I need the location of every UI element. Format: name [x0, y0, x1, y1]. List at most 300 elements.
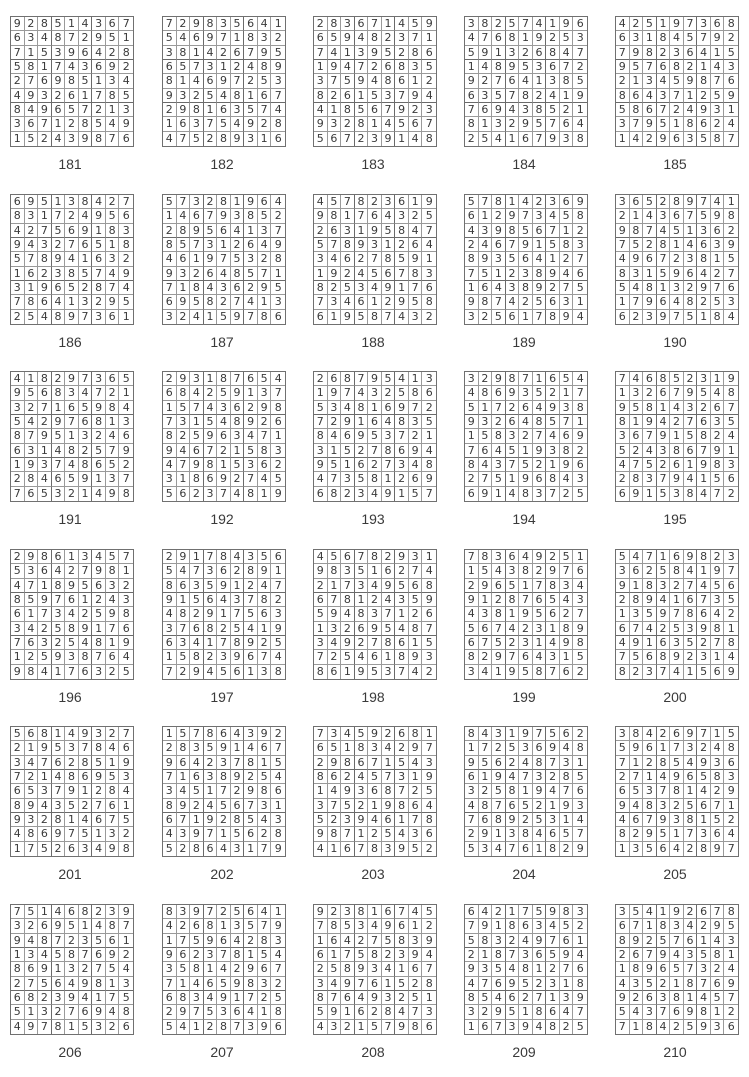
grid-digit: 1 [422, 550, 436, 564]
grid-digit: 2 [465, 472, 479, 486]
grid-digit: 3 [479, 224, 493, 238]
puzzle-number: 210 [663, 1044, 687, 1060]
grid-digit: 7 [341, 948, 355, 962]
grid-digit: 8 [271, 401, 285, 415]
grid-digit: 1 [355, 827, 369, 841]
grid-digit: 9 [258, 281, 272, 295]
grid-digit: 1 [409, 636, 423, 650]
grid-digit: 6 [465, 487, 479, 501]
grid-digit: 9 [190, 905, 204, 919]
grid-digit: 5 [217, 977, 231, 991]
grid-digit: 8 [244, 564, 258, 578]
grid-digit: 3 [560, 756, 574, 770]
grid-digit: 5 [465, 934, 479, 948]
grid-digit: 4 [519, 415, 533, 429]
grid-digit: 8 [119, 607, 133, 621]
grid-digit: 6 [422, 281, 436, 295]
grid-digit: 8 [724, 741, 738, 755]
grid-digit: 9 [106, 487, 120, 501]
grid-digit: 7 [724, 401, 738, 415]
grid-digit: 1 [355, 224, 369, 238]
grid-digit: 6 [533, 472, 547, 486]
grid-digit: 3 [119, 415, 133, 429]
grid-digit: 4 [52, 444, 66, 458]
grid-digit: 1 [217, 827, 231, 841]
grid-digit: 3 [697, 224, 711, 238]
grid-digit: 3 [697, 372, 711, 386]
grid-digit: 2 [382, 948, 396, 962]
grid-digit: 7 [506, 842, 520, 856]
grid-digit: 7 [368, 252, 382, 266]
grid-digit: 1 [52, 401, 66, 415]
grid-digit: 2 [355, 934, 369, 948]
grid-digit: 6 [616, 919, 630, 933]
grid-digit: 8 [258, 784, 272, 798]
grid-digit: 3 [560, 132, 574, 146]
grid-digit: 4 [217, 89, 231, 103]
grid-digit: 1 [231, 444, 245, 458]
grid-digit: 8 [560, 622, 574, 636]
grid-digit: 1 [355, 593, 369, 607]
grid-digit: 4 [711, 741, 725, 755]
grid-digit: 9 [163, 444, 177, 458]
grid-digit: 3 [368, 607, 382, 621]
grid-digit: 5 [492, 89, 506, 103]
grid-digit: 7 [177, 195, 191, 209]
grid-digit: 5 [314, 401, 328, 415]
grid-digit: 8 [465, 650, 479, 664]
grid-digit: 2 [217, 905, 231, 919]
grid-digit: 8 [492, 607, 506, 621]
grid-digit: 8 [643, 401, 657, 415]
grid-digit: 6 [328, 770, 342, 784]
grid-digit: 5 [106, 550, 120, 564]
grid-digit: 8 [92, 636, 106, 650]
grid-digit: 2 [190, 948, 204, 962]
grid-digit: 5 [657, 827, 671, 841]
grid-digit: 7 [492, 799, 506, 813]
grid-digit: 2 [546, 962, 560, 976]
grid-digit: 1 [38, 905, 52, 919]
grid-digit: 9 [670, 905, 684, 919]
grid-digit: 1 [684, 224, 698, 238]
grid-digit: 6 [573, 267, 587, 281]
grid-digit: 6 [177, 117, 191, 131]
grid-digit: 2 [11, 977, 25, 991]
grid-digit: 9 [479, 252, 493, 266]
grid-digit: 7 [314, 650, 328, 664]
grid-digit: 5 [560, 372, 574, 386]
grid-digit: 6 [217, 934, 231, 948]
grid-digit: 8 [244, 487, 258, 501]
grid-digit: 2 [92, 784, 106, 798]
grid-digit: 3 [492, 550, 506, 564]
grid-digit: 3 [106, 579, 120, 593]
grid-digit: 6 [79, 415, 93, 429]
grid-digit: 6 [492, 756, 506, 770]
grid-digit: 2 [670, 1020, 684, 1034]
grid-digit: 3 [314, 252, 328, 266]
grid-digit: 6 [546, 295, 560, 309]
grid-digit: 1 [519, 579, 533, 593]
grid-digit: 2 [271, 31, 285, 45]
grid-digit: 4 [506, 622, 520, 636]
grid-digit: 3 [533, 770, 547, 784]
grid-digit: 5 [271, 636, 285, 650]
grid-digit: 9 [697, 756, 711, 770]
grid-digit: 7 [573, 46, 587, 60]
grid-digit: 2 [560, 842, 574, 856]
grid-digit: 1 [395, 281, 409, 295]
grid-digit: 6 [38, 74, 52, 88]
grid-digit: 9 [190, 17, 204, 31]
grid-digit: 5 [616, 550, 630, 564]
grid-digit: 7 [616, 1020, 630, 1034]
grid-digit: 5 [382, 934, 396, 948]
grid-digit: 7 [409, 401, 423, 415]
grid-digit: 7 [314, 415, 328, 429]
grid-digit: 8 [630, 472, 644, 486]
grid-digit: 2 [657, 195, 671, 209]
grid-digit: 6 [409, 117, 423, 131]
grid-digit: 1 [519, 444, 533, 458]
grid-digit: 6 [25, 636, 39, 650]
grid-digit: 4 [519, 74, 533, 88]
grid-digit: 3 [25, 948, 39, 962]
grid-digit: 3 [465, 784, 479, 798]
grid-digit: 6 [65, 401, 79, 415]
grid-digit: 9 [711, 444, 725, 458]
grid-digit: 9 [630, 741, 644, 755]
grid-digit: 6 [368, 415, 382, 429]
grid-digit: 5 [38, 842, 52, 856]
grid-digit: 3 [65, 962, 79, 976]
grid-digit: 9 [65, 579, 79, 593]
grid-digit: 8 [11, 103, 25, 117]
grid-digit: 4 [422, 89, 436, 103]
grid-digit: 6 [163, 636, 177, 650]
grid-digit: 2 [724, 31, 738, 45]
grid-digit: 4 [25, 415, 39, 429]
grid-digit: 1 [382, 977, 396, 991]
grid-digit: 5 [231, 827, 245, 841]
grid-digit: 7 [177, 934, 191, 948]
puzzle-number: 190 [663, 334, 687, 350]
grid-digit: 5 [328, 962, 342, 976]
grid-digit: 1 [697, 564, 711, 578]
grid-digit: 3 [684, 741, 698, 755]
grid-digit: 2 [231, 238, 245, 252]
grid-digit: 7 [465, 103, 479, 117]
grid-digit: 6 [190, 31, 204, 45]
grid-digit: 9 [616, 224, 630, 238]
grid-digit: 9 [119, 756, 133, 770]
grid-digit: 9 [11, 238, 25, 252]
grid-digit: 5 [643, 458, 657, 472]
grid-digit: 3 [271, 295, 285, 309]
grid-digit: 9 [711, 842, 725, 856]
grid-digit: 5 [479, 267, 493, 281]
grid-digit: 6 [190, 622, 204, 636]
grid-digit: 4 [190, 386, 204, 400]
grid-digit: 6 [314, 948, 328, 962]
grid-digit: 3 [643, 310, 657, 324]
grid-digit: 1 [697, 813, 711, 827]
grid-digit: 5 [382, 46, 396, 60]
grid-digit: 6 [492, 579, 506, 593]
grid-digit: 6 [657, 295, 671, 309]
grid-digit: 8 [258, 60, 272, 74]
grid-digit: 2 [314, 372, 328, 386]
grid-digit: 6 [560, 665, 574, 679]
grid-digit: 1 [163, 650, 177, 664]
grid-digit: 4 [492, 564, 506, 578]
grid-digit: 6 [616, 622, 630, 636]
sudoku-grid [615, 549, 739, 680]
grid-digit: 3 [697, 650, 711, 664]
grid-digit: 5 [177, 650, 191, 664]
grid-digit: 3 [643, 74, 657, 88]
grid-digit: 2 [630, 665, 644, 679]
grid-digit: 6 [355, 1005, 369, 1019]
sudoku-grid [464, 371, 588, 502]
grid-digit: 6 [25, 962, 39, 976]
grid-digit: 5 [560, 919, 574, 933]
grid-digit: 2 [409, 103, 423, 117]
grid-digit: 1 [204, 372, 218, 386]
grid-digit: 5 [409, 295, 423, 309]
grid-digit: 1 [258, 295, 272, 309]
grid-digit: 2 [533, 89, 547, 103]
grid-digit: 1 [724, 103, 738, 117]
grid-digit: 7 [217, 784, 231, 798]
grid-digit: 1 [492, 267, 506, 281]
grid-digit: 1 [546, 622, 560, 636]
grid-digit: 7 [341, 386, 355, 400]
sudoku-grid [313, 904, 437, 1035]
grid-digit: 1 [328, 948, 342, 962]
grid-digit: 6 [190, 770, 204, 784]
grid-digit: 5 [368, 89, 382, 103]
grid-digit: 6 [328, 224, 342, 238]
grid-digit: 9 [546, 741, 560, 755]
grid-digit: 5 [643, 195, 657, 209]
grid-digit: 6 [163, 813, 177, 827]
grid-digit: 8 [177, 224, 191, 238]
grid-digit: 1 [684, 89, 698, 103]
grid-digit: 5 [52, 622, 66, 636]
grid-digit: 7 [643, 550, 657, 564]
grid-digit: 9 [217, 209, 231, 223]
grid-digit: 6 [25, 267, 39, 281]
grid-digit: 9 [546, 267, 560, 281]
grid-digit: 4 [560, 1005, 574, 1019]
grid-digit: 9 [204, 429, 218, 443]
grid-digit: 8 [711, 132, 725, 146]
grid-digit: 2 [546, 770, 560, 784]
grid-digit: 7 [395, 267, 409, 281]
grid-digit: 1 [533, 238, 547, 252]
grid-digit: 9 [65, 310, 79, 324]
grid-digit: 3 [119, 103, 133, 117]
grid-digit: 8 [328, 827, 342, 841]
grid-digit: 1 [11, 267, 25, 281]
grid-digit: 7 [106, 622, 120, 636]
grid-digit: 5 [314, 132, 328, 146]
sudoku-grid [10, 194, 134, 325]
grid-digit: 7 [244, 799, 258, 813]
grid-digit: 4 [38, 948, 52, 962]
grid-digit: 8 [724, 209, 738, 223]
grid-digit: 7 [573, 252, 587, 266]
grid-digit: 4 [38, 472, 52, 486]
grid-digit: 8 [657, 31, 671, 45]
grid-digit: 8 [79, 458, 93, 472]
grid-digit: 6 [314, 593, 328, 607]
grid-digit: 5 [119, 89, 133, 103]
grid-digit: 4 [79, 636, 93, 650]
grid-digit: 8 [341, 372, 355, 386]
grid-digit: 7 [560, 962, 574, 976]
grid-digit: 2 [341, 1020, 355, 1034]
grid-digit: 3 [546, 650, 560, 664]
grid-digit: 5 [119, 991, 133, 1005]
grid-digit: 1 [382, 238, 396, 252]
grid-digit: 6 [244, 372, 258, 386]
grid-digit: 3 [395, 770, 409, 784]
grid-digit: 9 [630, 252, 644, 266]
grid-digit: 4 [190, 636, 204, 650]
grid-digit: 2 [519, 991, 533, 1005]
grid-digit: 1 [519, 31, 533, 45]
grid-digit: 9 [217, 579, 231, 593]
grid-digit: 7 [38, 1020, 52, 1034]
grid-digit: 5 [465, 622, 479, 636]
grid-digit: 1 [409, 919, 423, 933]
grid-digit: 1 [38, 444, 52, 458]
grid-digit: 8 [697, 1005, 711, 1019]
grid-digit: 3 [11, 281, 25, 295]
grid-digit: 1 [546, 458, 560, 472]
grid-digit: 5 [670, 74, 684, 88]
grid-digit: 5 [11, 415, 25, 429]
grid-digit: 7 [38, 756, 52, 770]
grid-digit: 4 [724, 429, 738, 443]
grid-digit: 4 [204, 46, 218, 60]
grid-digit: 7 [52, 60, 66, 74]
grid-digit: 2 [711, 117, 725, 131]
grid-digit: 4 [25, 238, 39, 252]
grid-digit: 1 [368, 401, 382, 415]
grid-digit: 1 [616, 132, 630, 146]
grid-digit: 2 [106, 386, 120, 400]
grid-digit: 8 [314, 665, 328, 679]
grid-digit: 8 [92, 132, 106, 146]
grid-digit: 7 [244, 310, 258, 324]
grid-digit: 9 [244, 636, 258, 650]
grid-digit: 2 [479, 310, 493, 324]
grid-digit: 6 [177, 756, 191, 770]
grid-digit: 7 [106, 444, 120, 458]
grid-digit: 6 [204, 593, 218, 607]
grid-digit: 1 [684, 784, 698, 798]
grid-digit: 8 [479, 550, 493, 564]
grid-digit: 3 [204, 948, 218, 962]
grid-digit: 9 [244, 415, 258, 429]
grid-digit: 7 [533, 727, 547, 741]
grid-digit: 5 [616, 444, 630, 458]
grid-digit: 7 [314, 295, 328, 309]
grid-digit: 8 [697, 252, 711, 266]
grid-digit: 9 [616, 991, 630, 1005]
grid-digit: 4 [314, 472, 328, 486]
grid-digit: 4 [519, 934, 533, 948]
grid-digit: 6 [382, 60, 396, 74]
grid-digit: 2 [368, 1005, 382, 1019]
grid-digit: 9 [506, 813, 520, 827]
grid-digit: 5 [492, 636, 506, 650]
grid-digit: 3 [616, 727, 630, 741]
grid-digit: 5 [258, 372, 272, 386]
grid-digit: 8 [79, 195, 93, 209]
grid-digit: 5 [382, 622, 396, 636]
grid-digit: 2 [546, 281, 560, 295]
grid-digit: 5 [11, 252, 25, 266]
grid-digit: 2 [38, 813, 52, 827]
grid-digit: 2 [409, 784, 423, 798]
grid-digit: 8 [38, 934, 52, 948]
grid-digit: 8 [465, 991, 479, 1005]
grid-digit: 5 [177, 401, 191, 415]
grid-digit: 2 [341, 267, 355, 281]
grid-digit: 6 [546, 1005, 560, 1019]
grid-digit: 6 [684, 934, 698, 948]
grid-digit: 4 [231, 224, 245, 238]
grid-digit: 9 [479, 827, 493, 841]
grid-digit: 9 [25, 195, 39, 209]
grid-digit: 8 [684, 295, 698, 309]
grid-digit: 2 [382, 727, 396, 741]
grid-digit: 6 [395, 195, 409, 209]
grid-digit: 2 [244, 401, 258, 415]
grid-digit: 6 [643, 103, 657, 117]
grid-digit: 9 [341, 977, 355, 991]
grid-digit: 9 [163, 756, 177, 770]
grid-digit: 1 [711, 252, 725, 266]
grid-digit: 4 [506, 770, 520, 784]
grid-digit: 8 [25, 472, 39, 486]
grid-digit: 7 [506, 650, 520, 664]
grid-digit: 5 [217, 117, 231, 131]
grid-digit: 8 [163, 579, 177, 593]
grid-digit: 4 [546, 784, 560, 798]
grid-digit: 1 [422, 429, 436, 443]
grid-digit: 6 [231, 799, 245, 813]
grid-digit: 7 [25, 579, 39, 593]
grid-digit: 5 [368, 770, 382, 784]
grid-digit: 6 [52, 756, 66, 770]
grid-digit: 7 [670, 607, 684, 621]
grid-digit: 3 [465, 372, 479, 386]
grid-digit: 7 [697, 444, 711, 458]
grid-digit: 7 [657, 784, 671, 798]
grid-digit: 8 [65, 267, 79, 281]
grid-digit: 2 [217, 622, 231, 636]
grid-digit: 5 [204, 579, 218, 593]
grid-digit: 9 [643, 117, 657, 131]
grid-digit: 5 [409, 17, 423, 31]
grid-digit: 1 [519, 1005, 533, 1019]
